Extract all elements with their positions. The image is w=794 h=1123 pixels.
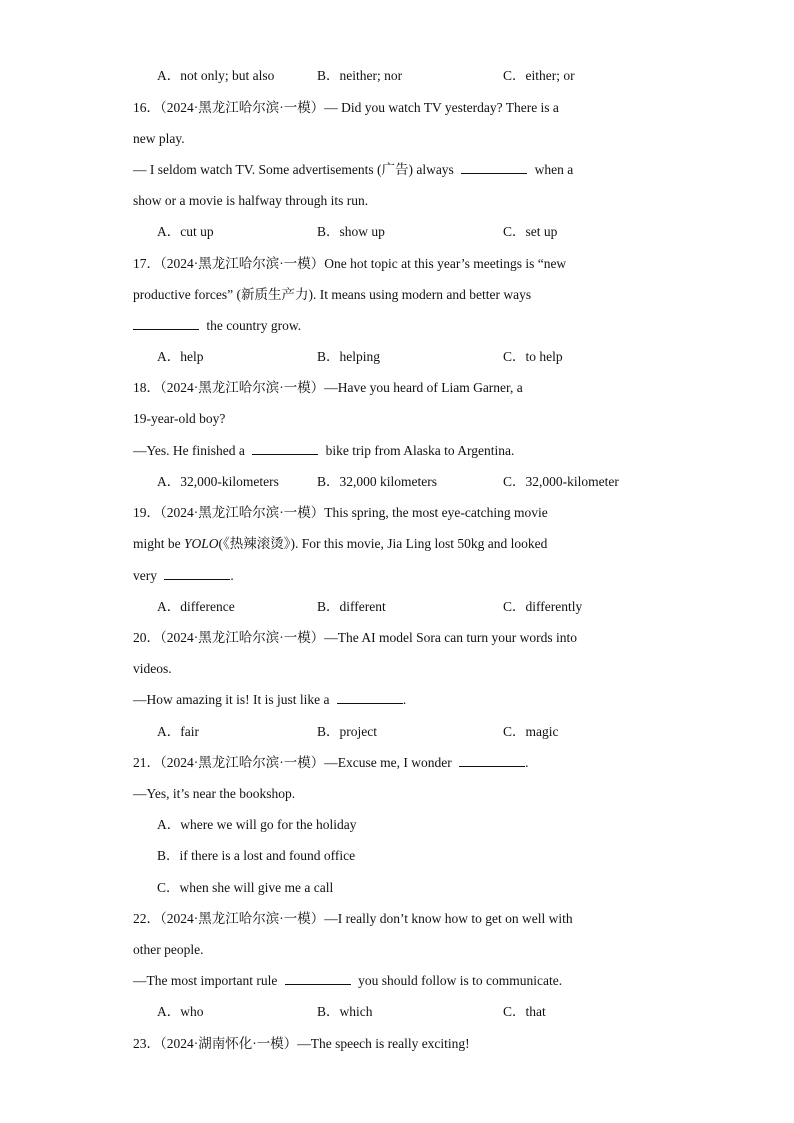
q16-option-a: A．cut up — [157, 224, 214, 239]
q17-options — [157, 348, 677, 366]
q16-stem-text-after: when a — [534, 162, 574, 177]
q18-option-a: A．32,000-kilometers — [157, 474, 279, 489]
q20-options — [157, 723, 677, 741]
q17-stem-text: the country grow. — [206, 318, 302, 333]
q19-answer-blank — [164, 567, 230, 580]
q17-option-a: A．help — [157, 349, 204, 364]
q16-option-c: C．set up — [503, 224, 558, 239]
q23-stem-line-1: 23．（2024·湖南怀化·一模）—The speech is really exciting! — [133, 1036, 470, 1051]
q16-answer-blank — [461, 161, 527, 174]
q18-stem-line-1: 18．（2024·黑龙江哈尔滨·一模）—Have you heard of Liam Garner, a — [133, 380, 523, 395]
q19-stem-text-very: very — [133, 568, 157, 583]
q17-stem-line-3 — [133, 317, 301, 335]
q18-options — [157, 473, 677, 491]
q20-option-a: A．fair — [157, 724, 199, 739]
q19-stem-period: . — [230, 568, 234, 583]
q19-stem-line-1: 19．（2024·黑龙江哈尔滨·一模）This spring, the most eye-catching movie — [133, 505, 548, 520]
q19-options — [157, 598, 677, 616]
q22-stem-text-after: you should follow is to communicate. — [358, 973, 563, 988]
q17-option-b: B．helping — [317, 349, 380, 364]
q22-option-a: A．who — [157, 1004, 204, 1019]
q19-stem-text: might be — [133, 536, 181, 551]
q15-options — [157, 67, 677, 85]
q22-options — [157, 1003, 677, 1021]
q22-stem-text: —The most important rule — [133, 973, 278, 988]
q21-stem-line-2: —Yes, it’s near the bookshop. — [133, 786, 296, 801]
q16-options — [157, 223, 677, 241]
q18-answer-blank — [252, 442, 318, 455]
q21-stem-line-1 — [133, 754, 528, 772]
q18-stem-text: —Yes. He finished a — [133, 443, 245, 458]
q20-stem-line-3 — [133, 691, 406, 709]
q19-stem-line-3 — [133, 567, 234, 585]
q19-stem-text-after: (《热辣滚烫》). For this movie, Jia Ling lost 50kg and looked — [218, 536, 548, 551]
q18-stem-line-2: 19-year-old boy? — [133, 411, 226, 426]
q19-option-a: A．difference — [157, 599, 235, 614]
q22-answer-blank — [285, 972, 351, 985]
q22-stem-line-1: 22．（2024·黑龙江哈尔滨·一模）—I really don’t know how to get on well with — [133, 911, 573, 926]
q20-stem-line-2: videos. — [133, 661, 172, 676]
q17-stem-line-1: 17．（2024·黑龙江哈尔滨·一模）One hot topic at this year’s meetings is “new — [133, 256, 567, 271]
q16-stem-line-1: 16．（2024·黑龙江哈尔滨·一模）— Did you watch TV yesterday? There is a — [133, 100, 559, 115]
q20-option-b: B．project — [317, 724, 377, 739]
q15-option-a: A．not only; but also — [157, 68, 275, 83]
q16-stem-text: — I seldom watch TV. Some advertisements (广告) always — [133, 162, 454, 177]
q17-answer-blank — [133, 317, 199, 330]
q16-stem-line-4: show or a movie is halfway through its run. — [133, 193, 369, 208]
q18-option-c: C．32,000-kilometer — [503, 474, 619, 489]
q22-option-c: C．that — [503, 1004, 546, 1019]
q20-answer-blank — [337, 691, 403, 704]
q15-option-b: B．neither; nor — [317, 68, 403, 83]
q20-stem-period: . — [402, 692, 407, 707]
q21-option-a: A．where we will go for the holiday — [157, 817, 357, 832]
q16-option-b: B．show up — [317, 224, 385, 239]
q20-option-c: C．magic — [503, 724, 559, 739]
q22-stem-line-3 — [133, 972, 562, 990]
q22-stem-line-2: other people. — [133, 942, 204, 957]
q17-stem-line-2: productive forces” (新质生产力). It means using modern and better ways — [133, 287, 532, 302]
q16-stem-line-3 — [133, 161, 573, 179]
q15-option-c: C．either; or — [503, 68, 575, 83]
q19-stem-line-2 — [133, 535, 547, 553]
q21-answer-blank — [459, 754, 525, 767]
q22-option-b: B．which — [317, 1004, 373, 1019]
q18-stem-text-after: bike trip from Alaska to Argentina. — [325, 443, 515, 458]
q17-option-c: C．to help — [503, 349, 563, 364]
q20-stem-text: —How amazing it is! It is just like a — [133, 692, 330, 707]
q21-option-b: B．if there is a lost and found office — [157, 848, 356, 863]
q19-option-b: B．different — [317, 599, 386, 614]
q18-option-b: B．32,000 kilometers — [317, 474, 437, 489]
q21-stem-text: 21．（2024·黑龙江哈尔滨·一模）—Excuse me, I wonder — [133, 755, 452, 770]
q19-option-c: C．differently — [503, 599, 583, 614]
q18-stem-line-3 — [133, 442, 514, 460]
q16-stem-line-2: new play. — [133, 131, 185, 146]
q20-stem-line-1: 20．（2024·黑龙江哈尔滨·一模）—The AI model Sora can turn your words into — [133, 630, 577, 645]
q21-option-c: C．when she will give me a call — [157, 880, 334, 895]
q21-stem-period: . — [525, 755, 529, 770]
q19-movie-title: YOLO — [184, 536, 219, 551]
